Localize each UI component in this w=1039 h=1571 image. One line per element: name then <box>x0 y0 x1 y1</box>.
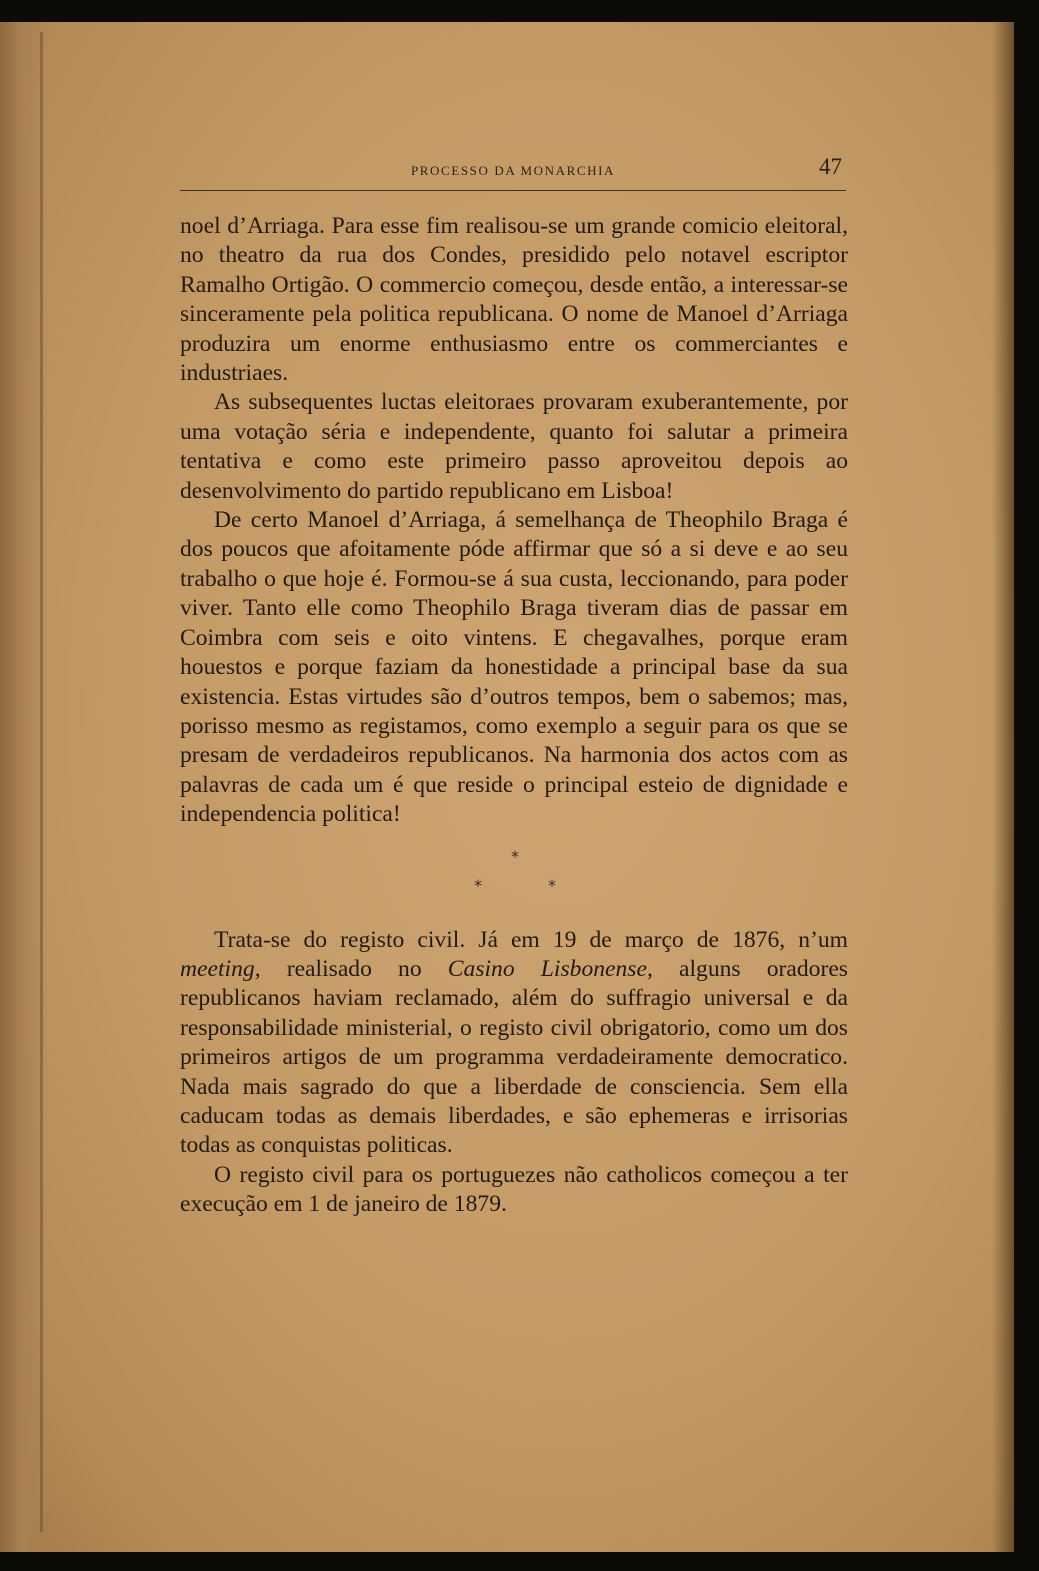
paragraph-4-text-c: , alguns oradores republicanos haviam reclamado, além do suffragio universal e da responsabilidade ministerial, o registo civil obrigatorio, como um dos primeiros artigos de um programma verdadeiramente democratico. Nada mais sagrado do que a liberdade de consciencia. Sem ella caducam todas as demais liberdades, e são ephemeras e irrisorias todas as conquistas politicas. <box>180 955 848 1159</box>
paragraph-1: noel d’Arriaga. Para esse fim realisou-se um grande comicio eleitoral, no theatro da rua dos Condes, presidido pelo notavel escriptor Ramalho Ortigão. O commercio começou, desde então, a interessar-se sinceramente pela politica republicana. O nome de Manoel d’Arriaga produzira um enorme enthusiasmo entre os commerciantes e industriaes. <box>180 213 848 387</box>
paragraph-5: O registo civil para os portuguezes não catholicos começou a ter execução em 1 de janeiro de 1879. <box>180 1161 848 1218</box>
page-number: 47 <box>819 154 842 179</box>
section-separator <box>180 836 848 918</box>
asterism-star-top: * <box>511 846 519 866</box>
paragraph-4-text-b: , realisado no <box>254 955 448 982</box>
paragraph-4-meeting: meeting <box>180 955 255 982</box>
paragraph-4-casino: Casino Lisbonense <box>447 955 647 982</box>
paragraph-2: As subsequentes luctas eleitoraes provaram exuberantemente, por uma votação séria e independente, quanto foi salutar a primeira tentativa e como este primeiro passo aproveitou depois ao desenvolvimento do partido republicano em Lisboa! <box>180 389 848 504</box>
page-header <box>180 156 846 191</box>
page-edge-shadow <box>992 22 1014 1552</box>
book-page <box>0 22 1014 1552</box>
paragraph-4-text-a: Trata-se do registo civil. Já em 19 de março de 1876, n’um <box>214 926 848 953</box>
body-text <box>180 212 848 1220</box>
binding-line <box>40 32 43 1532</box>
running-title: PROCESSO DA MONARCHIA <box>410 163 616 178</box>
paragraph-4 <box>180 926 848 1161</box>
paragraph-3: De certo Manoel d’Arriaga, á semelhança de Theophilo Braga é dos poucos que afoitamente póde affirmar que só a si deve e ao seu trabalho o que hoje é. Formou-se á sua custa, leccionando, para poder viver. Tanto elle como Theophilo Braga tiveram dias de passar em Coimbra com seis e oito vintens. E chegavalhes, porque eram houestos e porque faziam da honestidade a principal base da sua existencia. Estas virtudes são d’outros tempos, bem o sabemos; mas, porisso mesmo as registamos, como exemplo a seguir para os que se presam de verdadeiros republicanos. Na harmonia dos actos com as palavras de cada um é que reside o principal esteio de dignidade e independencia politica! <box>180 507 848 828</box>
asterism-star-right: * <box>548 875 556 895</box>
asterism-star-left: * <box>474 875 482 895</box>
